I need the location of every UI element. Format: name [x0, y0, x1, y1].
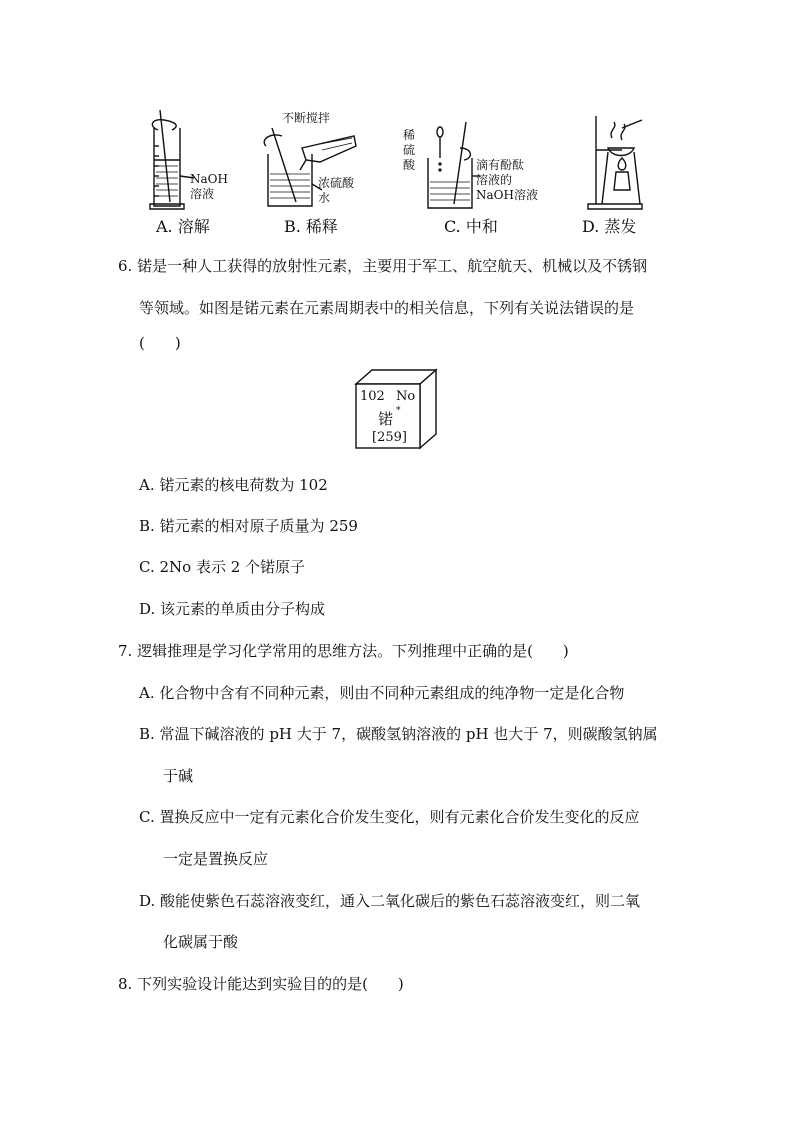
q7-option-c-line2: 一定是置换反应	[163, 850, 269, 868]
q6-stem-line1: 6. 锘是一种人工获得的放射性元素，主要用于军工、航空航天、机械以及不锈钢	[118, 257, 648, 275]
label-phenol-3: NaOH溶液	[476, 188, 538, 202]
element-radioactive-mark: *	[396, 406, 401, 416]
label-dilute-2: 硫	[403, 143, 416, 157]
evaporation-drawing	[582, 112, 652, 212]
q6-option-c: C. 2No 表示 2 个锘原子	[139, 558, 306, 576]
caption-a: A. 溶解	[156, 217, 210, 236]
q6-option-b: B. 锘元素的相对原子质量为 259	[139, 517, 358, 535]
element-atomic-number: 102	[360, 389, 385, 404]
q8-stem: 8. 下列实验设计能达到实验目的的是( )	[118, 975, 404, 993]
q6-option-d: D. 该元素的单质由分子构成	[139, 600, 326, 618]
dilution-drawing	[260, 118, 370, 213]
q7-option-b-line2: 于碱	[163, 767, 194, 785]
q7-option-a: A. 化合物中含有不同种元素，则由不同种元素组成的纯净物一定是化合物	[139, 684, 625, 702]
label-water: 水	[318, 191, 331, 205]
label-naoh: NaOH	[190, 172, 228, 186]
q6-answer-bracket: ( )	[139, 334, 181, 352]
caption-c: C. 中和	[444, 217, 498, 236]
q6-option-a: A. 锘元素的核电荷数为 102	[139, 476, 328, 494]
q6-stem-line2: 等领域。如图是锘元素在元素周期表中的相关信息，下列有关说法错误的是	[139, 299, 635, 317]
element-mass: [259]	[372, 430, 407, 445]
q7-option-c-line1: C. 置换反应中一定有元素化合价发生变化，则有元素化合价发生变化的反应	[139, 808, 640, 826]
caption-d: D. 蒸发	[582, 217, 637, 236]
caption-b: B. 稀释	[284, 217, 338, 236]
element-symbol: No	[396, 389, 416, 404]
q7-option-b-line1: B. 常温下碱溶液的 pH 大于 7，碳酸氢钠溶液的 pH 也大于 7，则碳酸氢钠属	[139, 725, 658, 743]
label-conc-acid: 浓硫酸	[318, 176, 355, 190]
label-phenol-2: 溶液的	[476, 173, 513, 187]
q7-option-d-line1: D. 酸能使紫色石蕊溶液变红，通入二氧化碳后的紫色石蕊溶液变红，则二氧	[139, 892, 641, 910]
label-dilute-3: 酸	[403, 158, 416, 172]
q7-option-d-line2: 化碳属于酸	[163, 933, 239, 951]
label-stir: 不断搅拌	[282, 111, 331, 125]
q7-stem: 7. 逻辑推理是学习化学常用的思维方法。下列推理中正确的是( )	[118, 642, 569, 660]
label-solution: 溶液	[190, 187, 215, 201]
label-phenol-1: 滴有酚酞	[476, 158, 525, 172]
label-dilute-1: 稀	[403, 128, 416, 142]
element-name: 锘	[378, 410, 394, 428]
